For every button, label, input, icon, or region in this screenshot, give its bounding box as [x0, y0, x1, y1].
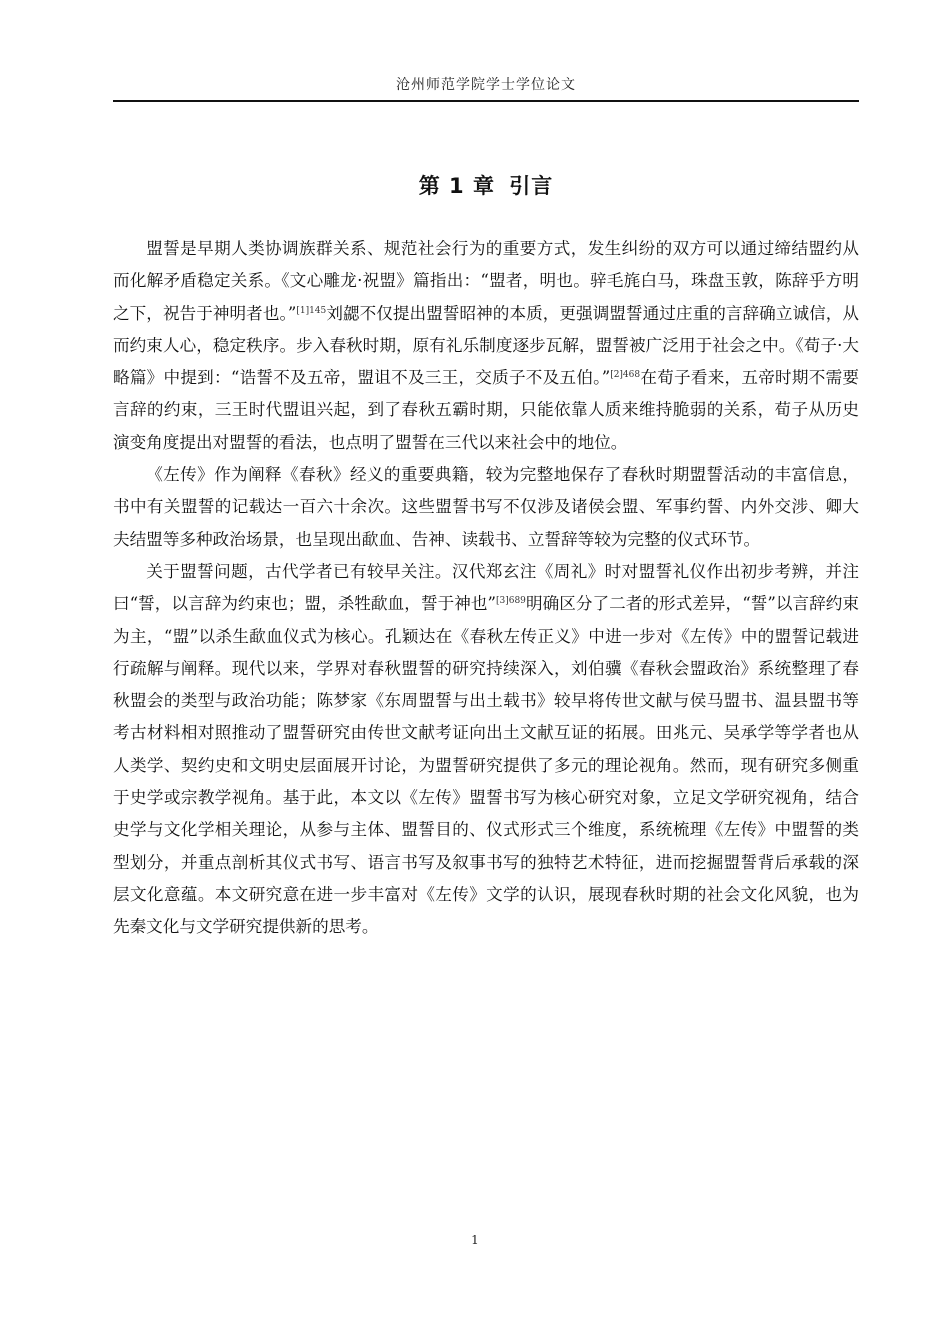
paragraph-2: [113, 459, 859, 556]
chapter-heading: 引言: [509, 174, 554, 198]
paragraph-text: 盟誓是早期人类协调族群关系、规范社会行为的重要方式，发生纠纷的双方可以通过缔结盟约从而化解矛盾稳定关系。《文心雕龙·祝盟》篇指出：“盟者，明也。骍毛旄白马，珠盘玉敦，陈辞乎方明之下，祝告于神明者也。”: [113, 239, 859, 323]
paragraph-text: 刘勰不仅提出盟誓昭神的本质，更强调盟誓通过庄重的言辞确立诚信，从而约束人心，稳定秩序。步入春秋时期，原有礼乐制度逐步瓦解，盟誓被广泛用于社会之中。《荀子·大略篇》中提到：“诰誓不及五帝，盟诅不及三王，交质子不及五伯。”: [113, 303, 860, 388]
chapter-title: [113, 170, 859, 200]
paragraph-text: 《左传》作为阐释《春秋》经义的重要典籍，较为完整地保存了春秋时期盟誓活动的丰富信息，书中有关盟誓的记载达一百六十余次。这些盟誓书写不仅涉及诸侯会盟、军事约誓、内外交涉、卿大夫结盟等多种政治场景，也呈现出歃血、告神、读载书、立誓辞等较为完整的仪式环节。: [113, 465, 859, 549]
citation-marker: [1]145: [296, 305, 327, 316]
citation-marker: [3]689: [495, 596, 526, 607]
citation-marker: [2]468: [610, 370, 641, 381]
body-text: [113, 233, 859, 944]
page-number: 1: [471, 1233, 479, 1247]
header-rule: [113, 100, 859, 102]
paragraph-text: 在荀子看来，五帝时期不需要言辞的约束，三王时代盟诅兴起，到了春秋五霸时期，只能依靠人质来维持脆弱的关系，荀子从历史演变角度提出对盟誓的看法，也点明了盟誓在三代以来社会中的地位。: [113, 368, 860, 452]
paragraph-text: 关于盟誓问题，古代学者已有较早关注。汉代郑玄注《周礼》时对盟誓礼仪作出初步考辨，并注曰“誓，以言辞为约束也；盟，杀牲歃血，誓于神也”: [113, 561, 859, 614]
paragraph-text: 明确区分了二者的形式差异，“誓”以言辞约束为主，“盟”以杀生歃血仪式为核心。孔颖达在《春秋左传正义》中进一步对《左传》中的盟誓记载进行疏解与阐释。现代以来，学界对春秋盟誓的研究持续深入，刘伯骥《春秋会盟政治》系统整理了春秋盟会的类型与政治功能；陈梦家《东周盟誓与出土载书》较早将传世文献与侯马盟书、温县盟书等考古材料相对照推动了盟誓研究由传世文献考证向出土文献互证的拓展。田兆元、吴承学等学者也从人类学、契约史和文明史层面展开讨论，为盟誓研究提供了多元的理论视角。然而，现有研究多侧重于史学或宗教学视角。基于此，本文以《左传》盟誓书写为核心研究对象，立足文学研究视角，结合史学与文化学相关理论，从参与主体、盟誓目的、仪式形式三个维度，系统梳理《左传》中盟誓的类型划分，并重点剖析其仪式书写、语言书写及叙事书写的独特艺术特征，进而挖掘盟誓背后承载的深层文化意蕴。本文研究意在进一步丰富对《左传》文学的认识，展现春秋时期的社会文化风貌，也为先秦文化与文学研究提供新的思考。: [113, 594, 860, 937]
paragraph-3: [113, 556, 859, 944]
paragraph-1: [113, 233, 859, 459]
chapter-label: 第 1 章: [418, 174, 495, 198]
running-header: 沧州师范学院学士学位论文: [396, 77, 576, 93]
